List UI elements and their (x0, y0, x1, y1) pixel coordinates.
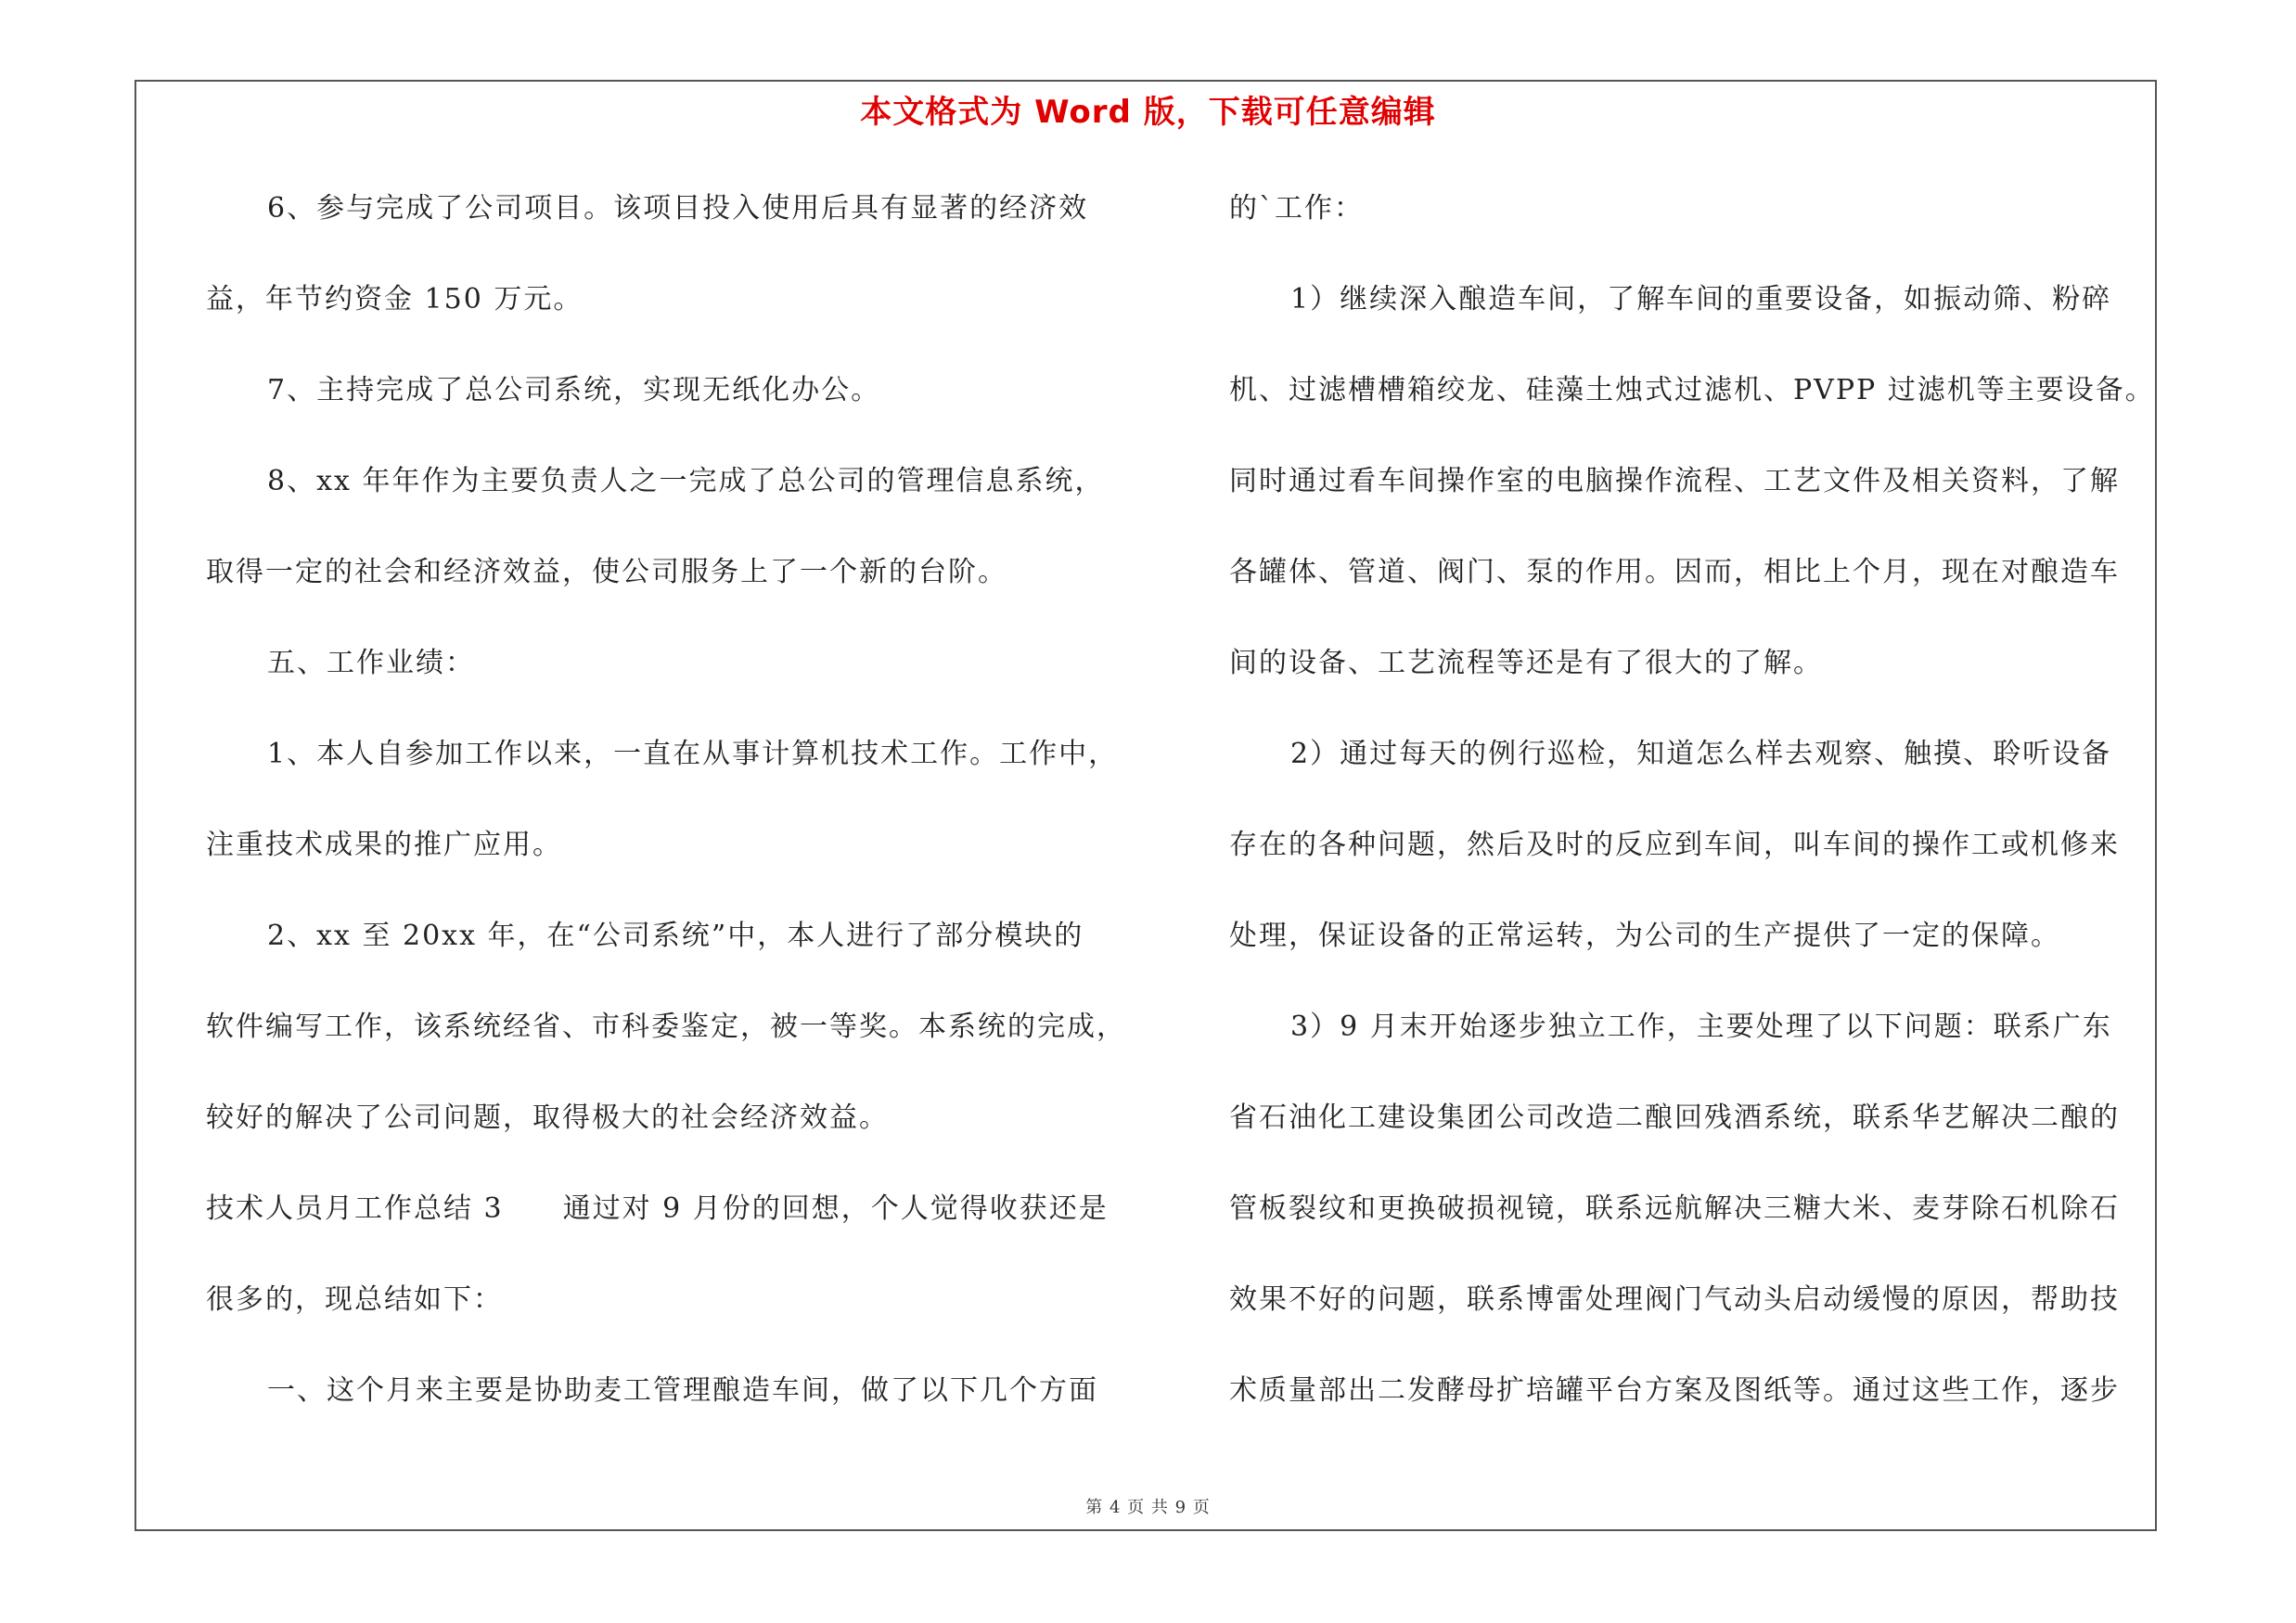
paragraph-line: 一、这个月来主要是协助麦工管理酿造车间，做了以下几个方面 (267, 1374, 1098, 1407)
paragraph-line: 2）通过每天的例行巡检，知道怎么样去观察、触摸、聆听设备 (1290, 738, 2112, 770)
paragraph-line: 7、主持完成了总公司系统，实现无纸化办公。 (267, 374, 881, 406)
paragraph-line: 五、工作业绩： (267, 647, 475, 679)
right-text-column (1229, 181, 2166, 1454)
paragraph-line: 软件编写工作，该系统经省、市科委鉴定，被一等奖。本系统的完成， (206, 1011, 1126, 1043)
paragraph-line: 机、过滤槽槽箱绞龙、硅藻土烛式过滤机、PVPP 过滤机等主要设备。 (1229, 374, 2155, 406)
word-format-banner: 本文格式为 Word 版，下载可任意编辑 (860, 94, 1436, 131)
paragraph-line: 同时通过看车间操作室的电脑操作流程、工艺文件及相关资料，了解 (1229, 465, 2120, 497)
paragraph-line: 间的设备、工艺流程等还是有了很大的了解。 (1229, 647, 1823, 679)
paragraph-line: 管板裂纹和更换破损视镜，联系远航解决三糖大米、麦芽除石机除石 (1229, 1192, 2120, 1225)
paragraph-line: 8、xx 年年作为主要负责人之一完成了总公司的管理信息系统， (267, 465, 1105, 497)
paragraph-line: 益，年节约资金 150 万元。 (206, 283, 584, 316)
paragraph-line: 注重技术成果的推广应用。 (206, 829, 562, 861)
paragraph-line: 1）继续深入酿造车间，了解车间的重要设备，如振动筛、粉碎 (1290, 283, 2112, 316)
paragraph-line: 效果不好的问题，联系博雷处理阀门气动头启动缓慢的原因，帮助技 (1229, 1283, 2120, 1316)
paragraph-line: 的`工作： (1229, 192, 1364, 225)
paragraph-line: 技术人员月工作总结 3 通过对 9 月份的回想，个人觉得收获还是 (206, 1192, 1109, 1225)
paragraph-line: 各罐体、管道、阀门、泵的作用。因而，相比上个月，现在对酿造车 (1229, 556, 2120, 588)
paragraph-line: 很多的，现总结如下： (206, 1283, 503, 1316)
paragraph-line: 取得一定的社会和经济效益，使公司服务上了一个新的台阶。 (206, 556, 1007, 588)
paragraph-line: 存在的各种问题，然后及时的反应到车间，叫车间的操作工或机修来 (1229, 829, 2120, 861)
left-text-column (206, 181, 1143, 1454)
paragraph-line: 处理，保证设备的正常运转，为公司的生产提供了一定的保障。 (1229, 920, 2060, 952)
paragraph-line: 术质量部出二发酵母扩培罐平台方案及图纸等。通过这些工作，逐步 (1229, 1374, 2120, 1407)
paragraph-line: 1、本人自参加工作以来，一直在从事计算机技术工作。工作中， (267, 738, 1119, 770)
paragraph-line: 省石油化工建设集团公司改造二酿回残酒系统，联系华艺解决二酿的 (1229, 1101, 2120, 1134)
paragraph-line: 2、xx 至 20xx 年，在“公司系统”中，本人进行了部分模块的 (267, 920, 1084, 952)
paragraph-line: 6、参与完成了公司项目。该项目投入使用后具有显著的经济效 (267, 192, 1089, 225)
page-number-footer: 第 4 页 共 9 页 (1085, 1498, 1211, 1517)
paragraph-line: 3）9 月末开始逐步独立工作，主要处理了以下问题：联系广东 (1290, 1011, 2112, 1043)
paragraph-line: 较好的解决了公司问题，取得极大的社会经济效益。 (206, 1101, 889, 1134)
